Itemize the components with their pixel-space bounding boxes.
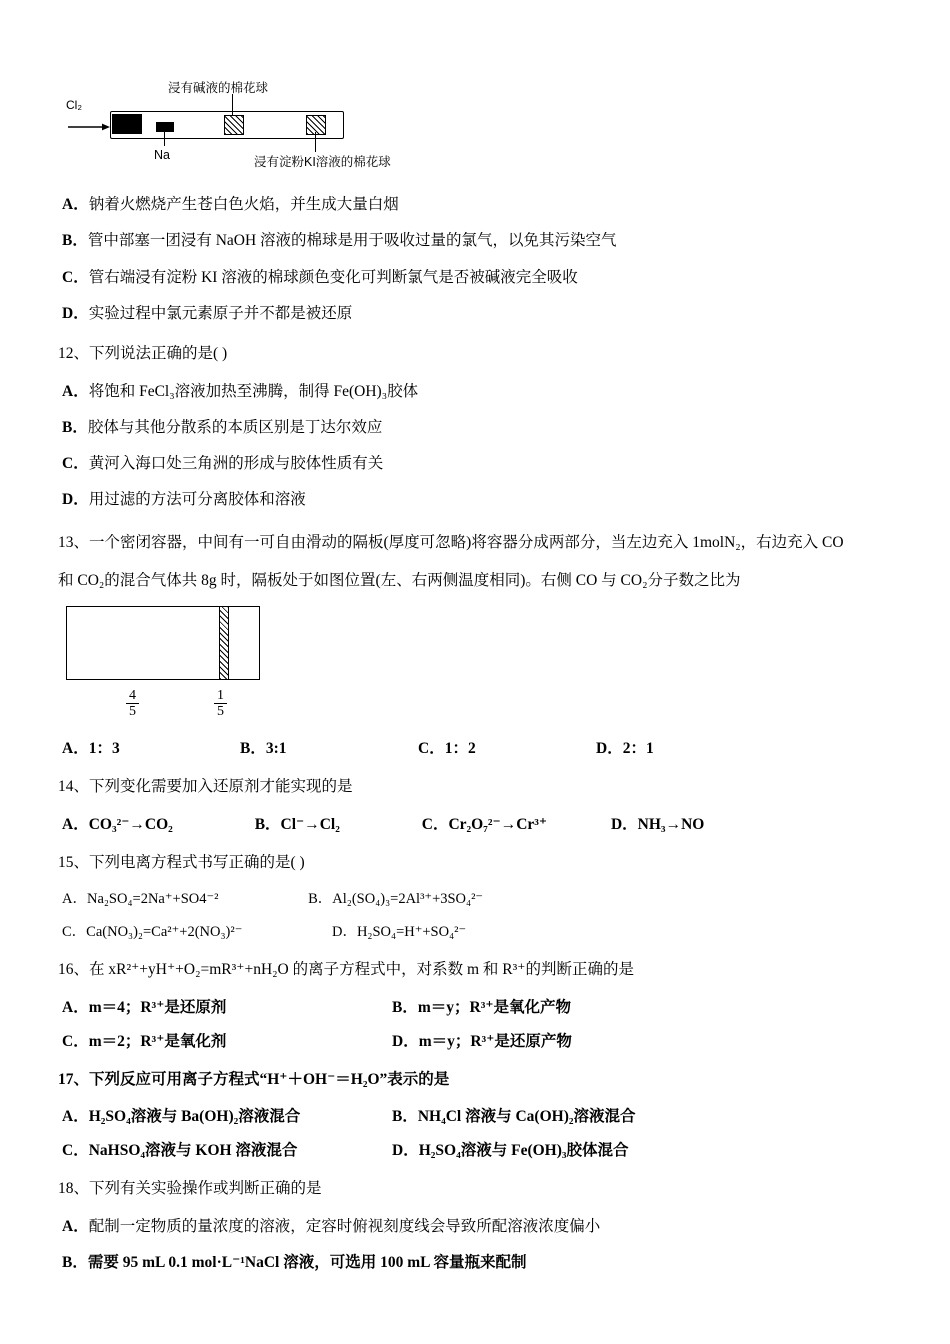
q12-option-a xyxy=(58,380,894,403)
q17-stem: 17、下列反应可用离子方程式“H⁺＋OH⁻＝H₂O”表示的是 xyxy=(58,1070,450,1088)
q11-option-b-letter: B． xyxy=(62,232,88,250)
q17-answers-row1 xyxy=(62,1104,894,1126)
q11-option-d-text: 实验过程中氯元素原子并不都是被还原 xyxy=(88,304,353,322)
figure1-label-cl2: Cl₂ xyxy=(66,98,82,112)
q13-answers xyxy=(62,736,894,758)
q15-answer-c: C．Ca(NO₃)₂=Ca²⁺+2(NO₃)²⁻ xyxy=(62,924,243,941)
figure1-label-na: Na xyxy=(154,148,170,162)
q13-answer-b: B．3:1 xyxy=(240,740,287,757)
sodium-leader-line xyxy=(164,130,165,146)
q12-stem: 12、下列说法正确的是( ) xyxy=(58,345,228,362)
q13-answer-d: D．2：1 xyxy=(596,740,654,757)
q12-option-b-text: 胶体与其他分散系的本质区别是丁达尔效应 xyxy=(87,418,383,436)
q17-answer-c: C．NaHSO₄溶液与 KOH 溶液混合 xyxy=(62,1142,298,1160)
q14-answer-c: C．Cr₂O₇²⁻→Cr³⁺ xyxy=(421,815,548,833)
q11-option-a-text: 钠着火燃烧产生苍白色火焰，并生成大量白烟 xyxy=(88,196,399,213)
q18-option-a-text: 配制一定物质的量浓度的溶液，定容时俯视刻度线会导致所配溶液浓度偏小 xyxy=(88,1217,601,1235)
q14-answer-a: A．CO₃²⁻→CO₂ xyxy=(62,815,173,833)
page-content xyxy=(58,60,894,1287)
starch-ki-leader-line xyxy=(315,132,316,152)
q12-option-d xyxy=(58,488,894,511)
fraction-right-denominator: 5 xyxy=(217,704,224,720)
gas-flow-arrow-icon xyxy=(68,122,110,132)
q12-option-a-letter: A． xyxy=(62,382,89,400)
q18-option-a-letter: A． xyxy=(62,1217,89,1235)
fraction-left xyxy=(126,688,139,719)
q11-option-b-text: 管中部塞一团浸有 NaOH 溶液的棉球是用于吸收过量的氯气，以免其污染空气 xyxy=(87,232,617,250)
q14-answer-b: B．Cl⁻→Cl₂ xyxy=(254,815,340,833)
q14-answer-d: D．NH₃→NO xyxy=(610,815,705,833)
q11-option-c-letter: C． xyxy=(62,268,89,286)
cotton-ball-starch-ki xyxy=(306,115,326,135)
q11-option-d-letter: D． xyxy=(62,304,89,322)
q14-stem: 14、下列变化需要加入还原剂才能实现的是 xyxy=(58,778,353,795)
q16-answer-a: A．m＝4；R³⁺是还原剂 xyxy=(62,998,227,1016)
figure-container-partition xyxy=(66,606,386,726)
fraction-left-denominator: 5 xyxy=(129,704,136,720)
alkali-leader-line xyxy=(232,94,233,116)
q13-answer-a: A．1：3 xyxy=(62,740,120,757)
q12-option-d-letter: D． xyxy=(62,491,89,509)
q17-answers-row2 xyxy=(62,1138,894,1160)
fraction-left-numerator: 4 xyxy=(126,688,139,704)
q15-stem: 15、下列电离方程式书写正确的是( ) xyxy=(58,853,305,871)
q16-answer-c: C．m＝2；R³⁺是氧化剂 xyxy=(62,1032,227,1050)
q14-answers xyxy=(62,812,894,834)
figure1-caption-bottom: 浸有淀粉KI溶液的棉花球 xyxy=(254,155,391,169)
q12-option-c-text: 黄河入海口处三角洲的形成与胶体性质有关 xyxy=(88,455,384,473)
sliding-partition xyxy=(219,607,229,679)
q13-stem-line2: 和 CO₂的混合气体共 8g 时，隔板处于如图位置(左、右两侧温度相同)。右侧 CO 与 CO₂分子数之比为 xyxy=(58,571,741,589)
q16-answer-d: D．m＝y；R³⁺是还原产物 xyxy=(392,1032,572,1050)
fraction-right xyxy=(214,688,227,719)
q11-option-c xyxy=(58,266,894,289)
q18-option-b-letter: B． xyxy=(62,1254,88,1272)
q18-option-a xyxy=(58,1215,894,1238)
q11-option-a xyxy=(58,193,894,216)
figure1-caption-top: 浸有碱液的棉花球 xyxy=(168,81,269,95)
q13-answer-c: C．1：2 xyxy=(418,740,476,757)
q15-answer-a: A．Na₂SO₄=2Na⁺+SO4⁻² xyxy=(62,891,219,908)
sodium-sample xyxy=(156,122,174,132)
q12-option-c-letter: C． xyxy=(62,455,89,473)
sealed-container xyxy=(66,606,260,680)
q17-answer-a: A．H₂SO₄溶液与 Ba(OH)₂溶液混合 xyxy=(62,1108,301,1126)
q16-stem: 16、在 xR²⁺+yH⁺+O₂=mR³⁺+nH₂O 的离子方程式中，对系数 m 和 R³⁺的判断正确的是 xyxy=(58,961,634,979)
cotton-ball-alkali xyxy=(224,115,244,135)
q18-option-b xyxy=(58,1251,894,1274)
q12-option-c xyxy=(58,452,894,475)
q18-stem: 18、下列有关实验操作或判断正确的是 xyxy=(58,1180,322,1198)
q17-answer-b: B．NH₄Cl 溶液与 Ca(OH)₂溶液混合 xyxy=(392,1108,636,1126)
fraction-right-numerator: 1 xyxy=(214,688,227,704)
q15-answers-row1 xyxy=(62,887,894,908)
q11-option-a-letter: A． xyxy=(62,196,89,213)
figure-chlorine-sodium-tube xyxy=(66,60,526,180)
q11-option-c-text: 管右端浸有淀粉 KI 溶液的棉球颜色变化可判断氯气是否被碱液完全吸收 xyxy=(88,268,578,286)
q16-answer-b: B．m＝y；R³⁺是氧化产物 xyxy=(392,998,572,1016)
q12-option-b xyxy=(58,416,894,439)
q15-answer-d: D．H₂SO₄=H⁺+SO₄²⁻ xyxy=(331,924,467,941)
q18-option-b-text: 需要 95 mL 0.1 mol·L⁻¹NaCl 溶液，可选用 100 mL 容量瓶来配制 xyxy=(87,1254,527,1272)
q12-option-b-letter: B． xyxy=(62,418,88,436)
q11-option-d xyxy=(58,302,894,325)
q13-stem-line1: 13、一个密闭容器，中间有一可自由滑动的隔板(厚度可忽略)将容器分成两部分，当左边充入 1molN₂，右边充入 CO xyxy=(58,533,844,551)
q11-option-b xyxy=(58,229,894,252)
q12-option-a-text: 将饱和 FeCl₃溶液加热至沸腾，制得 Fe(OH)₃胶体 xyxy=(88,382,419,400)
tube-stopper xyxy=(112,114,142,134)
q15-answer-b: B．Al₂(SO₄)₃=2Al³⁺+3SO₄²⁻ xyxy=(308,891,484,908)
q16-answers-row2 xyxy=(62,1029,894,1051)
q16-answers-row1 xyxy=(62,995,894,1017)
q17-answer-d: D．H₂SO₄溶液与 Fe(OH)₃胶体混合 xyxy=(392,1142,629,1160)
q15-answers-row2 xyxy=(62,920,894,941)
q12-option-d-text: 用过滤的方法可分离胶体和溶液 xyxy=(88,491,306,509)
